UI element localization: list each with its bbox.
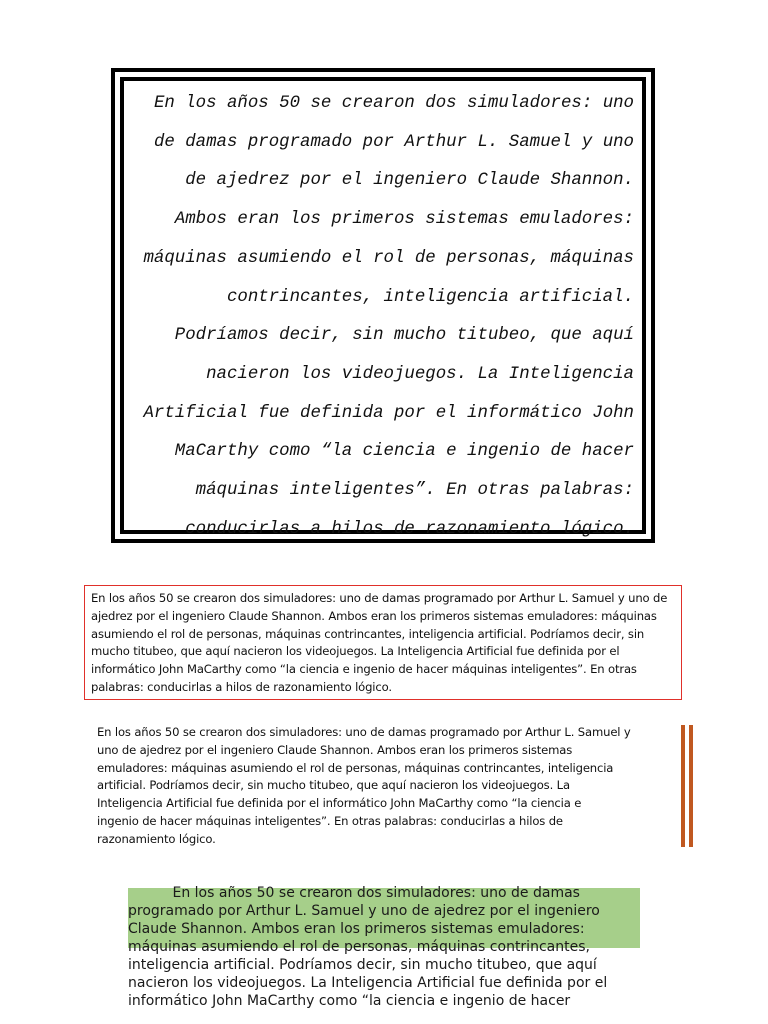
decorative-bar-right [689, 725, 693, 847]
green-box-overlapping-text [128, 880, 640, 1015]
green-line-3: Claude Shannon. Ambos eran los primeros sistemas emuladores: [128, 921, 585, 937]
green-line-7: informático John MaCarthy como “la ciencia e ingenio de hacer [128, 993, 571, 1009]
green-line-2: programado por Arthur L. Samuel y uno de ajedrez por el ingeniero [128, 903, 600, 919]
green-line-6: nacieron los videojuegos. La Inteligencia Artificial fue definida por el [128, 975, 608, 991]
hanging-indent-paragraph: En los años 50 se crearon dos simuladores: uno de damas programado por Arthur L. Samuel y uno de ajedrez por el ingeniero Claude Shannon. Ambos eran los primeros sistemas emuladores: máquinas asumiendo el rol de personas, máquinas contrincantes, inteligencia artificial. Podríamos decir, sin mucho titubeo, que aquí nacieron los videojuegos. La Inteligencia Artificial fue definida por el informático John MaCarthy como “la ciencia e ingenio de hacer máquinas inteligentes”. En otras palabras: conducirlas a hilos de razonamiento lógico. [97, 725, 631, 846]
green-line-5: inteligencia artificial. Podríamos decir, sin mucho titubeo, que aquí [128, 957, 597, 973]
box2-paragraph: En los años 50 se crearon dos simuladores: uno de damas programado por Arthur L. Samuel y uno de ajedrez por el ingeniero Claude Shannon. Ambos eran los primeros sistemas emuladores: máquinas asumiendo el rol de personas, máquinas contrincantes, inteligencia artificial. Podríamos decir, sin mucho titubeo, que aquí nacieron los videojuegos. La Inteligencia Artificial fue definida por el informático John MaCarthy como “la ciencia e ingenio de hacer máquinas inteligentes”. En otras palabras: conducirlas a hilos de razonamiento lógico. [91, 591, 668, 694]
green-line-4: máquinas asumiendo el rol de personas, máquinas contrincantes, [128, 939, 590, 955]
red-bordered-text-box [84, 585, 682, 700]
double-bordered-text-box [111, 68, 655, 543]
decorative-bar-left [681, 725, 685, 847]
green-line-1: En los años 50 se crearon dos simuladores: uno de damas [128, 885, 580, 901]
double-border-inner-frame [120, 77, 646, 539]
box1-paragraph: En los años 50 se crearon dos simuladores: uno de damas programado por Arthur L. Samuel y uno de ajedrez por el ingeniero Claude Shannon. Ambos eran los primeros sistemas emuladores: máquinas asumiendo el rol de personas, máquinas contrincantes, inteligencia artificial. Podríamos decir, sin mucho titubeo, que aquí nacieron los videojuegos. La Inteligencia Artificial fue definida por el informático John MaCarthy como “la ciencia e ingenio de hacer máquinas inteligentes”. En otras palabras: conducirlas a hilos de razonamiento lógico. [143, 94, 634, 539]
